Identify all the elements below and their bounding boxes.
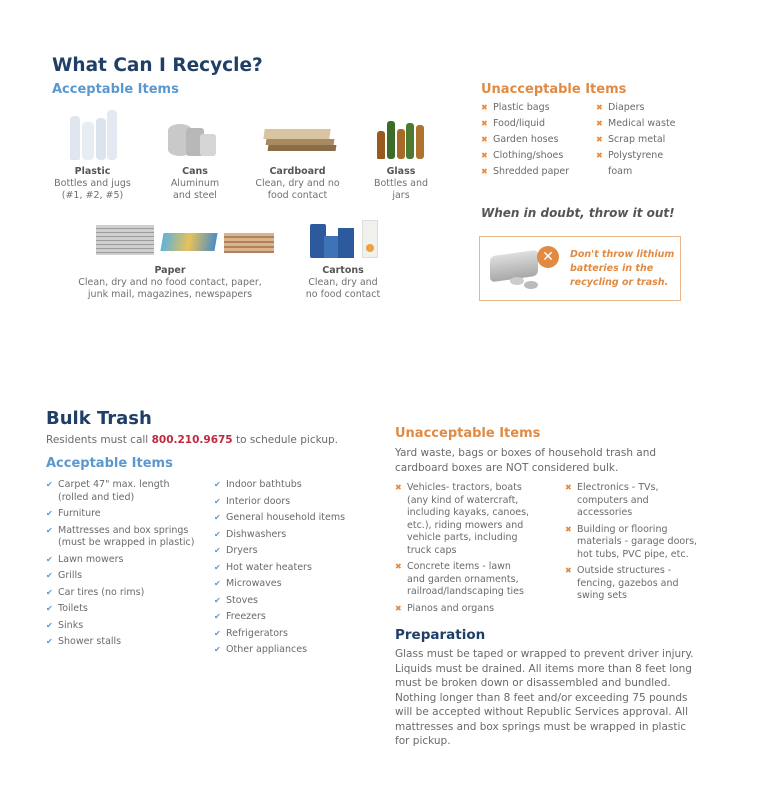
recycle-unacceptable-list-1 [481, 100, 586, 180]
list-item [214, 545, 364, 558]
list-item [565, 524, 705, 562]
list-item-text: Other appliances [226, 644, 308, 655]
x-mark-icon: ✖ [596, 119, 603, 128]
bulk-acceptable-list-2 [214, 479, 364, 661]
check-icon: ✔ [214, 513, 221, 522]
list-item-text: Mattresses and box springs (must be wrapped in plastic) [58, 524, 195, 548]
item-cardboard: Cardboard Clean, dry and no food contact [255, 166, 340, 201]
bulk-unacceptable-list-2 [565, 482, 705, 607]
list-item [46, 525, 196, 550]
recycle-title: What Can I Recycle? [52, 55, 263, 76]
cardboard-image [262, 127, 337, 157]
list-item-text: Concrete items - lawn and garden ornaments, railroad/landscaping ties [407, 561, 524, 597]
list-item [481, 100, 586, 116]
list-item-text: Interior doors [226, 495, 291, 507]
list-item [596, 148, 686, 180]
item-paper: Paper Clean, dry and no food contact, paper, junk mail, magazines, newspapers [78, 265, 262, 300]
check-icon: ✔ [46, 571, 53, 580]
check-icon: ✔ [214, 562, 221, 572]
list-item [46, 508, 196, 521]
check-icon: ✔ [214, 529, 221, 539]
check-icon: ✔ [46, 525, 53, 535]
list-item-text: Grills [58, 570, 83, 581]
cartons-image [308, 218, 380, 260]
list-item-text: Indoor bathtubs [226, 479, 302, 490]
recycle-unacceptable-heading: Unacceptable Items [481, 82, 627, 97]
list-item-text: Polystyrene foam [608, 150, 664, 177]
item-cartons: Cartons Clean, dry and no food contact [305, 265, 381, 300]
list-item [596, 132, 686, 148]
list-item-text: Sinks [58, 619, 84, 631]
list-item-text: Plastic bags [493, 102, 550, 113]
list-item-text: Dishwashers [226, 528, 287, 540]
check-icon: ✔ [46, 554, 53, 564]
list-item [596, 100, 686, 116]
list-item [46, 636, 196, 649]
check-icon: ✔ [214, 546, 221, 555]
bulk-call-text: Residents must call 800.210.9675 to schedule pickup. [46, 434, 339, 446]
list-item-text: Car tires (no rims) [58, 586, 145, 598]
list-item-text: Microwaves [226, 578, 282, 589]
list-item-text: General household items [226, 512, 346, 523]
list-item [46, 570, 196, 583]
item-plastic: Plastic Bottles and jugs (#1, #2, #5) [54, 166, 131, 201]
list-item [214, 512, 364, 525]
list-item [214, 496, 364, 509]
list-item-text: Carpet 47" max. length (rolled and tied) [58, 479, 170, 503]
battery-warning-box [479, 236, 681, 301]
list-item [395, 482, 530, 557]
bulk-title: Bulk Trash [46, 408, 152, 429]
preparation-heading: Preparation [395, 627, 486, 643]
list-item [481, 148, 586, 164]
list-item-text: Furniture [58, 508, 101, 519]
recycle-unacceptable-list-2 [596, 100, 686, 180]
list-item-text: Clothing/shoes [493, 150, 564, 161]
list-item [214, 529, 364, 542]
x-mark-icon: ✖ [481, 119, 488, 128]
battery-warning-text: Don't throw lithium batteries in the recycling or trash. [570, 249, 675, 288]
item-glass: Glass Bottles and jars [373, 166, 429, 201]
bulk-unacceptable-intro: Yard waste, bags or boxes of household trash and cardboard boxes are NOT considered bulk. [395, 447, 657, 474]
plastic-bottles-image [68, 108, 118, 160]
x-mark-icon: ✖ [481, 151, 488, 160]
phone-number[interactable]: 800.210.9675 [151, 434, 233, 446]
list-item [481, 164, 586, 180]
list-item-text: Stoves [226, 594, 258, 606]
list-item-text: Vehicles- tractors, boats (any kind of watercraft, including kayaks, canoes, etc.), riding mowers and vehicle parts, including truck caps [407, 482, 530, 556]
list-item-text: Building or flooring materials - garage doors, hot tubs, PVC pipe, etc. [577, 523, 698, 560]
list-item-text: Electronics - TVs, computers and accessories [577, 482, 659, 518]
list-item-text: Lawn mowers [58, 553, 124, 565]
list-item [46, 603, 196, 616]
check-icon: ✔ [46, 509, 53, 518]
list-item [214, 578, 364, 591]
list-item [46, 620, 196, 633]
x-mark-icon: ✖ [395, 483, 402, 492]
x-mark-icon: ✖ [596, 135, 603, 144]
x-mark-icon: ✖ [565, 566, 572, 575]
list-item [481, 132, 586, 148]
x-mark-icon: ✖ [481, 167, 488, 176]
check-icon: ✔ [214, 628, 221, 638]
x-mark-icon: ✖ [596, 151, 603, 160]
list-item [214, 644, 364, 657]
check-icon: ✔ [46, 587, 53, 597]
cans-image [168, 120, 218, 158]
list-item-text: Freezers [226, 611, 266, 622]
list-item-text: Scrap metal [608, 134, 666, 145]
list-item [565, 482, 705, 520]
check-icon: ✔ [214, 496, 221, 506]
x-mark-icon: ✖ [596, 103, 603, 112]
list-item [395, 561, 530, 599]
list-item [214, 562, 364, 575]
item-cans: Cans Aluminum and steel [170, 166, 220, 201]
list-item-text: Toilets [58, 603, 88, 614]
list-item [214, 595, 364, 608]
check-icon: ✔ [214, 612, 221, 621]
recycle-acceptable-heading: Acceptable Items [52, 82, 179, 97]
bulk-unacceptable-list-1 [395, 482, 530, 619]
list-item [46, 554, 196, 567]
check-icon: ✔ [214, 645, 221, 654]
x-mark-icon: ✖ [481, 135, 488, 144]
check-icon: ✔ [46, 620, 53, 630]
x-mark-icon: ✖ [565, 524, 572, 534]
list-item [395, 603, 530, 616]
check-icon: ✔ [46, 637, 53, 646]
bulk-unacceptable-heading: Unacceptable Items [395, 426, 541, 441]
preparation-text: Glass must be taped or wrapped to prevent driver injury. Liquids must be drained. All items more than 8 feet long must be broken down or disassembled and bundled. Nothing longer than 8 feet and/or exceeding 75 pounds will be accepted without Republic Services approval. All mattresses and box springs must be wrapped in plastic for pickup. [395, 648, 694, 747]
check-icon: ✔ [214, 579, 221, 588]
list-item [214, 628, 364, 641]
list-item-text: Outside structures - fencing, gazebos and swing sets [577, 565, 679, 601]
list-item-text: Shredded paper [493, 166, 570, 177]
list-item-text: Shower stalls [58, 636, 122, 647]
list-item-text: Diapers [608, 102, 645, 113]
check-icon: ✔ [214, 480, 221, 489]
list-item-text: Garden hoses [493, 134, 559, 145]
list-item [46, 587, 196, 600]
check-icon: ✔ [46, 480, 53, 489]
check-icon: ✔ [46, 604, 53, 613]
x-mark-icon: ✖ [565, 483, 572, 492]
list-item [565, 565, 705, 603]
list-item-text: Food/liquid [493, 118, 545, 129]
paper-image [96, 223, 276, 257]
list-item [214, 479, 364, 492]
list-item [214, 611, 364, 624]
bulk-acceptable-list-1 [46, 479, 196, 653]
x-circle-icon: ✕ [537, 246, 559, 268]
x-mark-icon: ✖ [395, 603, 402, 613]
list-item [46, 479, 196, 504]
x-mark-icon: ✖ [481, 103, 488, 112]
list-item-text: Dryers [226, 545, 258, 556]
list-item-text: Pianos and organs [407, 602, 495, 614]
glass-bottles-image [375, 117, 430, 161]
doubt-message: When in doubt, throw it out! [481, 206, 675, 220]
x-mark-icon: ✖ [395, 562, 402, 571]
bulk-acceptable-heading: Acceptable Items [46, 456, 173, 471]
list-item-text: Medical waste [608, 118, 676, 129]
list-item [481, 116, 586, 132]
list-item [596, 116, 686, 132]
list-item-text: Refrigerators [226, 627, 288, 639]
check-icon: ✔ [214, 595, 221, 605]
list-item-text: Hot water heaters [226, 561, 312, 573]
